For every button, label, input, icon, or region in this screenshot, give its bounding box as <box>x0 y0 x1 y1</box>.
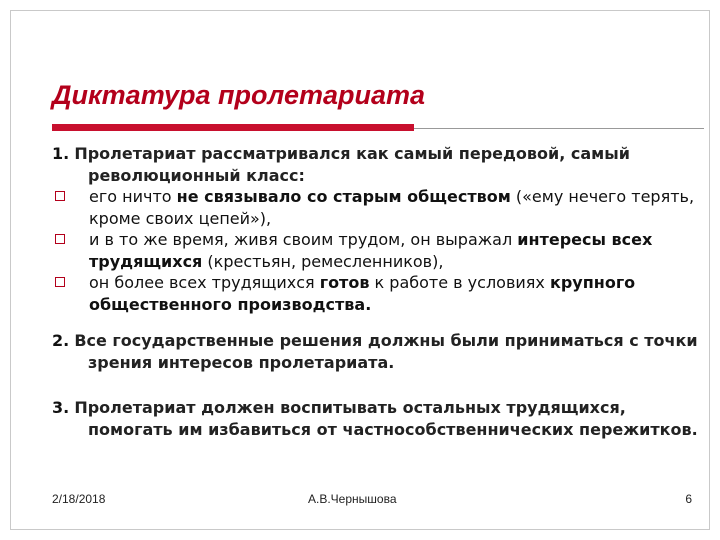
point-2 <box>52 330 702 373</box>
slide-content <box>52 143 702 440</box>
bullet-1-text-b: («ему нечего терять, кроме своих цепей»), <box>89 187 695 228</box>
bullet-1-text-a: его ничто <box>89 187 177 206</box>
footer-page-number: 6 <box>685 492 692 506</box>
point-3-text: Пролетариат должен воспитывать остальных трудящихся, помогать им избавиться от частнособственнических пережитков. <box>74 398 698 439</box>
bullet-3-text-a: он более всех трудящихся <box>89 273 320 292</box>
point-1-number: 1. <box>52 144 70 163</box>
point-1-bullets <box>52 186 702 315</box>
bullet-item-3 <box>52 272 702 315</box>
point-3-number: 3. <box>52 398 70 417</box>
bullet-2-text-b: (крестьян, ремесленников), <box>202 251 444 271</box>
footer-author: А.В.Чернышова <box>308 492 397 506</box>
square-bullet-icon <box>55 191 65 201</box>
point-1-text: Пролетариат рассматривался как самый передовой, самый революционный класс: <box>74 144 630 185</box>
bullet-3-text-bold-a: готов <box>319 273 370 292</box>
slide-footer <box>52 492 692 508</box>
footer-date: 2/18/2018 <box>52 492 106 506</box>
square-bullet-icon <box>55 277 65 287</box>
bullet-2-text-a: и в то же время, живя своим трудом, он выражал <box>89 230 518 249</box>
bullet-3-text-bold-b: крупного общественного производства. <box>89 273 636 314</box>
slide-title: Диктатура пролетариата <box>52 80 426 110</box>
point-2-number: 2. <box>52 331 70 350</box>
bullet-2-text-bold: интересы всех трудящихся <box>89 230 653 271</box>
point-2-text: Все государственные решения должны были приниматься с точки зрения интересов пролетариата. <box>74 331 698 372</box>
square-bullet-icon <box>55 234 65 244</box>
bullet-1-text-bold: не связывало со старым обществом <box>176 187 511 206</box>
point-3 <box>52 397 702 440</box>
bullet-item-1 <box>52 186 702 229</box>
bullet-item-2 <box>52 229 702 272</box>
bullet-3-text-b: к работе в условиях <box>369 273 550 292</box>
title-underline-accent <box>52 124 414 131</box>
point-1 <box>52 143 702 186</box>
